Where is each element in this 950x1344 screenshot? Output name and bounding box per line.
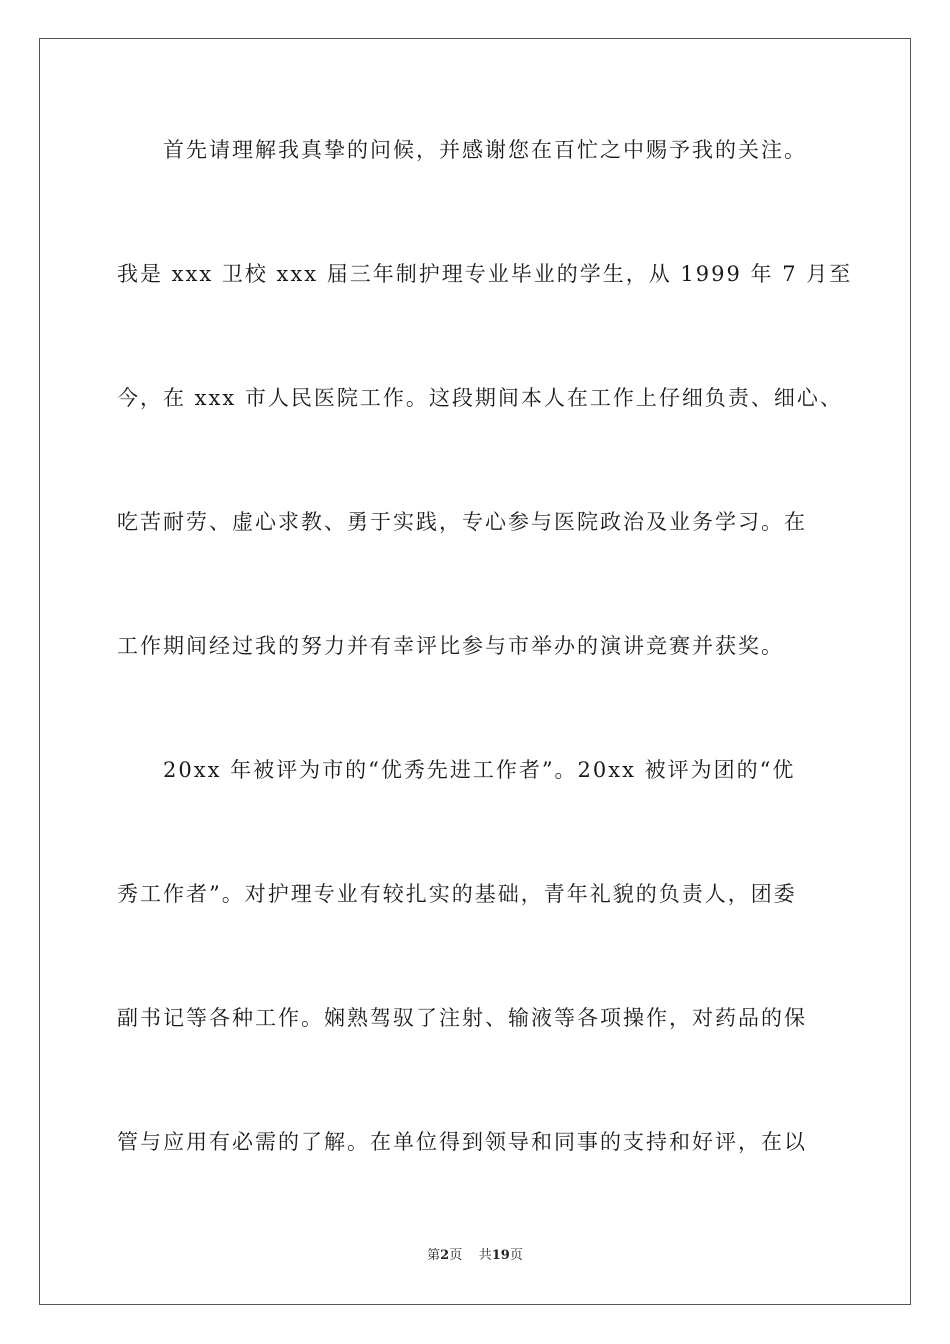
paragraph-line: 首先请理解我真挚的问候，并感谢您在百忙之中赐予我的关注。 — [163, 138, 807, 162]
paragraph-line: 管与应用有必需的了解。在单位得到领导和同事的支持和好评，在以 — [117, 1130, 807, 1154]
paragraph-line: 秀工作者”。对护理专业有较扎实的基础，青年礼貌的负责人，团委 — [117, 882, 797, 906]
total-prefix: 共 — [478, 1248, 492, 1263]
page-footer — [0, 1248, 950, 1264]
paragraph-line: 我是 xxx 卫校 xxx 届三年制护理专业毕业的学生，从 1999 年 7 月至 — [117, 262, 853, 286]
paragraph-line: 工作期间经过我的努力并有幸评比参与市举办的演讲竞赛并获奖。 — [117, 634, 784, 658]
page-suffix: 页 — [449, 1248, 463, 1263]
paragraph-line: 吃苦耐劳、虚心求教、勇于实践，专心参与医院政治及业务学习。在 — [117, 510, 807, 534]
current-page-number: 2 — [440, 1248, 450, 1263]
paragraph-line: 副书记等各种工作。娴熟驾驭了注射、输液等各项操作，对药品的保 — [117, 1006, 807, 1030]
paragraph-line: 今，在 xxx 市人民医院工作。这段期间本人在工作上仔细负责、细心、 — [117, 386, 843, 410]
page-prefix: 第 — [427, 1248, 441, 1263]
total-suffix: 页 — [509, 1248, 523, 1263]
page-frame — [39, 38, 911, 1305]
paragraph-line: 20xx 年被评为市的“优秀先进工作者”。20xx 被评为团的“优 — [163, 758, 796, 782]
total-page-number: 19 — [491, 1248, 510, 1263]
